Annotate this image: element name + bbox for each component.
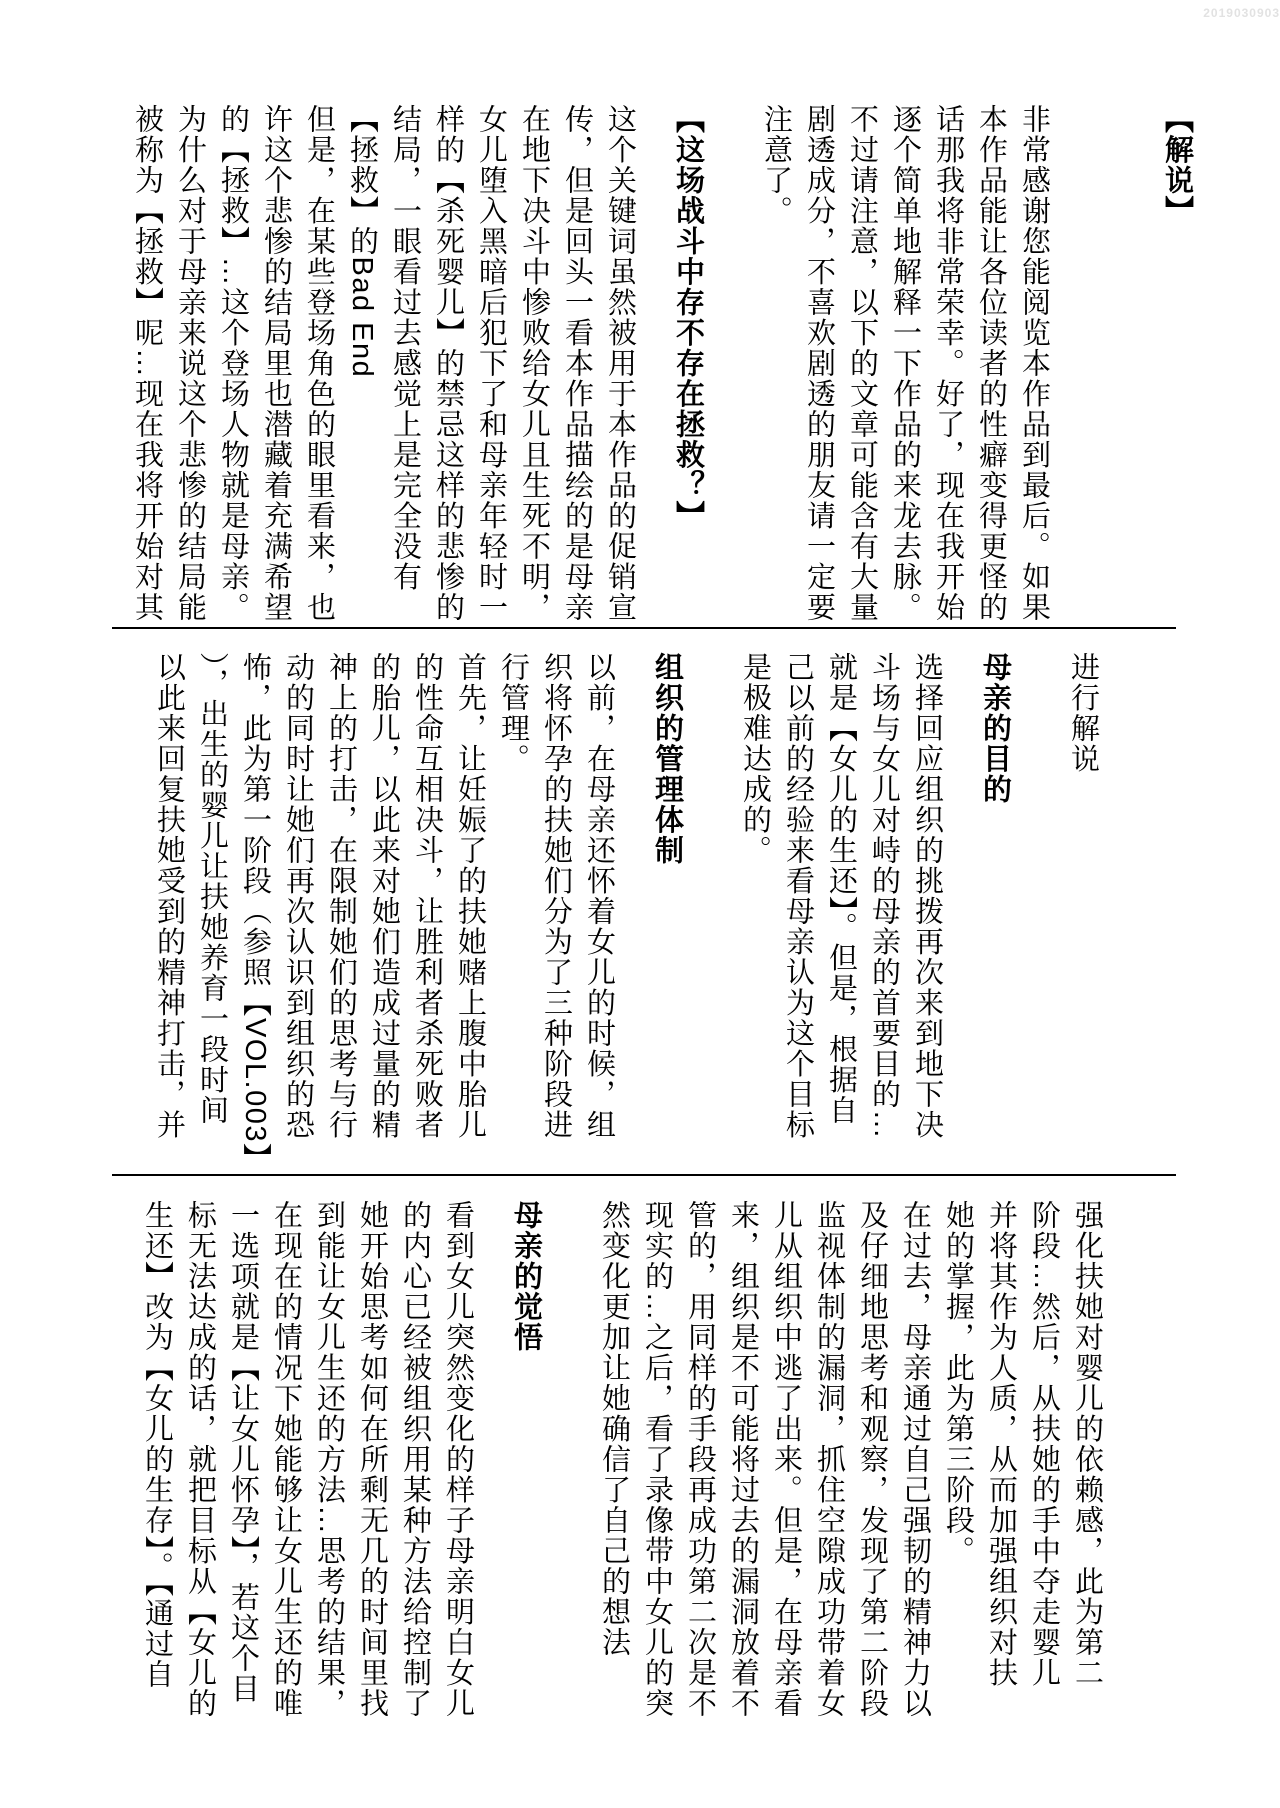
section-mother-purpose <box>147 652 1104 1174</box>
text-column: 的胎儿，以此来对她们造成过量的精 <box>368 652 400 1140</box>
text-column: 女儿堕入黑暗后犯下了和母亲年轻时一 <box>475 104 507 623</box>
section-kaisetsu <box>125 104 1198 622</box>
text-column: 神上的打击，在限制她们的思考与行 <box>325 652 357 1140</box>
text-column: 一选项就是【让女儿怀孕】，若这个目 <box>227 1200 259 1704</box>
section-heading: 组织的管理体制 <box>651 652 683 866</box>
text-column: 【拯救】的Bad End <box>346 104 378 379</box>
text-column: 是极难达成的。 <box>739 652 771 866</box>
text-column: 标无法达成的话，就把目标从【女儿的 <box>184 1200 216 1719</box>
section-heading: 【这场战斗中存不存在拯救？】 <box>672 104 704 531</box>
text-column: 到能让女儿生还的方法…思考的结果， <box>313 1200 345 1719</box>
text-column: 被称为【拯救】呢…现在我将开始对其 <box>131 104 163 623</box>
text-column: 为什么对于母亲来说这个悲惨的结局能 <box>174 104 206 623</box>
text-column: 强化扶她对婴儿的依赖感，此为第二 <box>1071 1200 1103 1688</box>
text-column: 在现在的情况下她能够让女儿生还的唯 <box>270 1200 302 1719</box>
text-column: 的【拯救】…这个登场人物就是母亲。 <box>217 104 249 623</box>
text-column: 剧透成分，不喜欢剧透的朋友请一定要 <box>803 104 835 623</box>
text-column: 管的，用同样的手段再成功第二次是不 <box>684 1200 716 1719</box>
section-mother-resolve <box>135 1200 1108 1720</box>
text-column: 注意了。 <box>760 104 792 226</box>
text-column: ），出生的婴儿让扶她养育一段时间 <box>196 652 228 1126</box>
text-column: 的内心已经被组织用某种方法给控制了 <box>399 1200 431 1719</box>
section-title: 【解说】 <box>1161 104 1193 226</box>
text-column: 并将其作为人质，从而加强组织对扶 <box>985 1200 1017 1688</box>
text-column: 监视体制的漏洞，抓住空隙成功带着女 <box>813 1200 845 1719</box>
text-column: 话那我将非常荣幸。好了，现在我开始 <box>932 104 964 623</box>
text-column: 许这个悲惨的结局里也潜藏着充满希望 <box>260 104 292 623</box>
text-column: 的性命互相决斗，让胜利者杀死败者 <box>411 652 443 1140</box>
text-column: 这个关键词虽然被用于本作品的促销宣 <box>604 104 636 623</box>
text-column: 逐个简单地解释一下作品的来龙去脉。 <box>889 104 921 623</box>
text-column: 及仔细地思考和观察，发现了第二阶段 <box>856 1200 888 1719</box>
text-column: 选择回应组织的挑拨再次来到地下决 <box>911 652 943 1140</box>
section-divider <box>112 627 1176 629</box>
section-divider <box>112 1174 1176 1176</box>
text-column: 现实的…之后，看了录像带中女儿的突 <box>641 1200 673 1719</box>
text-column: 织将怀孕的扶她们分为了三种阶段进 <box>540 652 572 1140</box>
text-column: 首先，让妊娠了的扶她赌上腹中胎儿 <box>454 652 486 1140</box>
text-column: 看到女儿突然变化的样子母亲明白女儿 <box>442 1200 474 1719</box>
text-column: 己以前的经验来看母亲认为这个目标 <box>782 652 814 1140</box>
text-column: 不过请注意，以下的文章可能含有大量 <box>846 104 878 623</box>
text-column: 儿从组织中逃了出来。但是，在母亲看 <box>770 1200 802 1719</box>
text-column: 行管理。 <box>497 652 529 774</box>
text-column: 生还】改为【女儿的生存】。【通过自 <box>141 1200 173 1690</box>
text-column: 在过去，母亲通过自己强韧的精神力以 <box>899 1200 931 1719</box>
text-column: 动的同时让她们再次认识到组织的恐 <box>282 652 314 1140</box>
text-column: 阶段…然后，从扶她的手中夺走婴儿 <box>1028 1200 1060 1688</box>
text-column: 以前，在母亲还怀着女儿的时候，组 <box>583 652 615 1140</box>
text-column: 然变化更加让她确信了自己的想法 <box>598 1200 630 1658</box>
text-column: 以此来回复扶她受到的精神打击，并 <box>153 652 185 1140</box>
text-column: 传，但是回头一看本作品描绘的是母亲 <box>561 104 593 623</box>
text-column: 斗场与女儿对峙的母亲的首要目的… <box>868 652 900 1140</box>
text-column: 她开始思考如何在所剩无几的时间里找 <box>356 1200 388 1719</box>
section-heading: 母亲的觉悟 <box>510 1200 542 1353</box>
text-column: 怖，此为第一阶段（参照【VOL.003】 <box>239 652 271 1174</box>
text-column: 但是，在某些登场角色的眼里看来，也 <box>303 104 335 623</box>
section-heading: 母亲的目的 <box>979 652 1011 805</box>
text-column: 结局，一眼看过去感觉上是完全没有 <box>389 104 421 592</box>
text-column: 就是【女儿的生还】。但是，根据自 <box>825 652 857 1126</box>
text-column: 她的掌握，此为第三阶段。 <box>942 1200 974 1566</box>
text-column: 来，组织是不可能将过去的漏洞放着不 <box>727 1200 759 1719</box>
text-column: 样的【杀死婴儿】的禁忌这样的悲惨的 <box>432 104 464 623</box>
text-column: 非常感谢您能阅览本作品到最后。如果 <box>1018 104 1050 623</box>
watermark-number: 2019030903 <box>1203 6 1280 20</box>
text-column: 在地下决斗中惨败给女儿且生死不明， <box>518 104 550 623</box>
text-column: 进行解说 <box>1067 652 1099 774</box>
text-column: 本作品能让各位读者的性癖变得更怪的 <box>975 104 1007 623</box>
